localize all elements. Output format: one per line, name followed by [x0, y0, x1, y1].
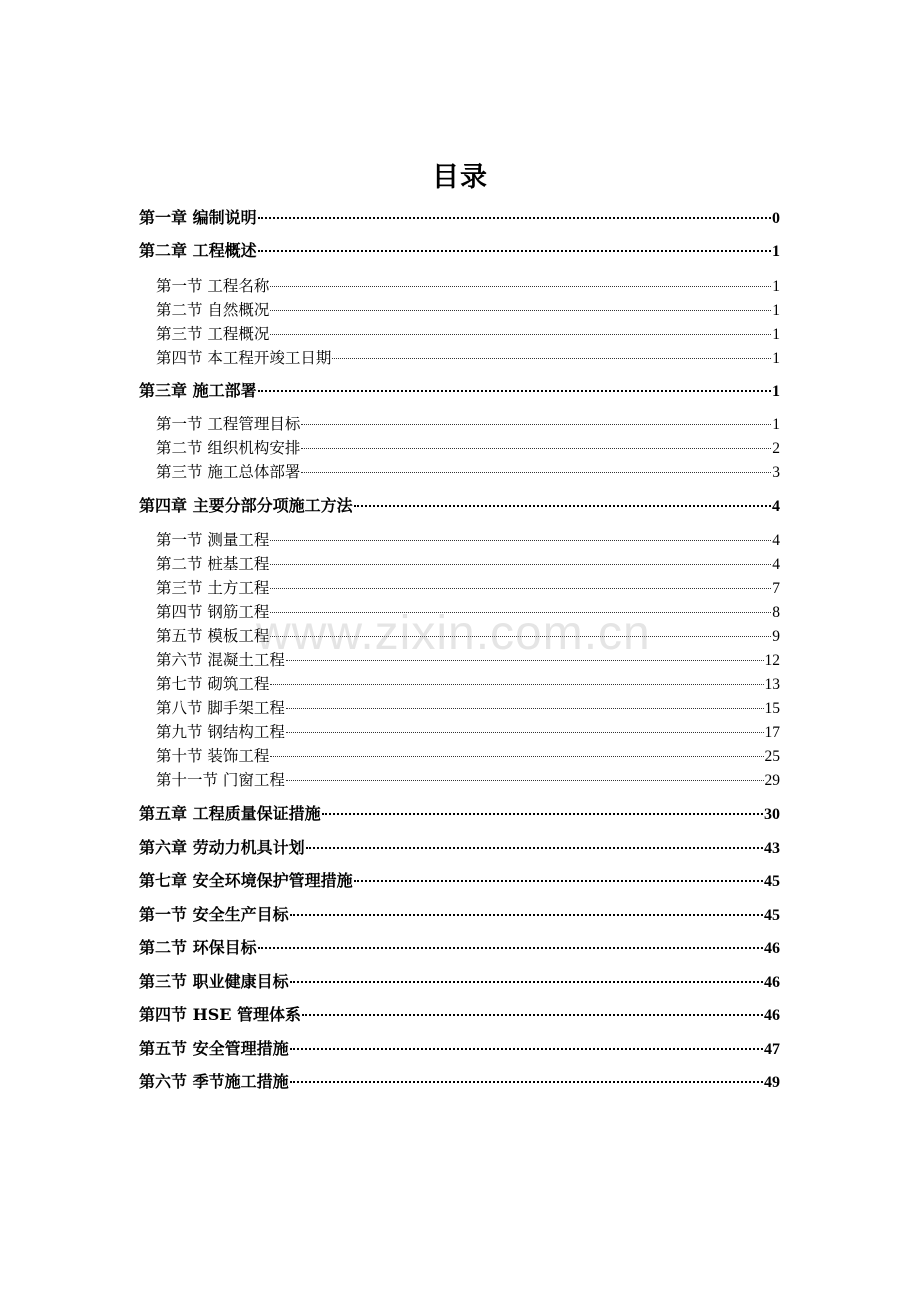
toc-chapter-entry[interactable]	[139, 496, 780, 517]
toc-section-entry[interactable]	[156, 578, 780, 599]
dot-leader	[354, 505, 771, 507]
toc-entry-label: 第一节 工程管理目标	[156, 415, 301, 433]
dot-leader	[270, 564, 771, 565]
dot-leader	[270, 756, 763, 757]
toc-section-entry[interactable]	[156, 698, 780, 719]
toc-entry-label: 第六节 季节施工措施	[139, 1072, 289, 1091]
toc-entry-label: 第六节 混凝土工程	[156, 651, 285, 669]
toc-entry-label: 第一节 测量工程	[156, 531, 270, 549]
dot-leader	[270, 612, 771, 613]
dot-leader	[270, 310, 771, 311]
toc-page-number: 4	[772, 556, 780, 573]
dot-leader	[290, 1048, 763, 1050]
toc-section-entry[interactable]	[156, 276, 780, 297]
toc-page-number: 46	[764, 940, 780, 957]
dot-leader	[302, 1014, 763, 1016]
toc-chapter-entry[interactable]	[139, 804, 780, 825]
toc-page-number: 47	[764, 1041, 780, 1058]
dot-leader	[286, 660, 764, 661]
toc-section-entry[interactable]	[156, 324, 780, 345]
toc-page-number: 0	[772, 210, 780, 227]
toc-entry-label: 第三章 施工部署	[139, 381, 257, 400]
toc-entry-label: 第五章 工程质量保证措施	[139, 804, 321, 823]
dot-leader	[270, 540, 771, 541]
toc-page-number: 1	[772, 383, 780, 400]
toc-entry-label: 第二节 自然概况	[156, 301, 270, 319]
toc-page-number: 17	[764, 724, 780, 741]
dot-leader	[301, 424, 771, 425]
toc-entry-label: 第四节 本工程开竣工日期	[156, 349, 332, 367]
toc-section-entry[interactable]	[156, 530, 780, 551]
toc-entry-label: 第七节 砌筑工程	[156, 675, 270, 693]
toc-page-number: 29	[764, 772, 780, 789]
toc-page-number: 3	[772, 464, 780, 481]
page-title: 目录	[432, 162, 488, 193]
toc-entry-label: 第二节 环保目标	[139, 938, 257, 957]
toc-section-entry[interactable]	[156, 348, 780, 369]
toc-page-number: 9	[772, 628, 780, 645]
toc-page-number: 46	[764, 1007, 780, 1024]
dot-leader	[258, 250, 771, 252]
toc-section-entry[interactable]	[156, 554, 780, 575]
toc-page-number: 8	[772, 604, 780, 621]
dot-leader	[258, 947, 763, 949]
toc-entry-label: 第八节 脚手架工程	[156, 699, 285, 717]
toc-page-number: 1	[772, 416, 780, 433]
toc-entry-label: 第二章 工程概述	[139, 241, 257, 260]
toc-page-number: 45	[764, 907, 780, 924]
toc-page-number: 49	[764, 1074, 780, 1091]
dot-leader	[322, 813, 763, 815]
toc-entry-label: 第三节 施工总体部署	[156, 463, 301, 481]
toc-page-number: 4	[772, 532, 780, 549]
toc-section-entry[interactable]	[156, 300, 780, 321]
toc-page-number: 46	[764, 974, 780, 991]
toc-section-entry[interactable]	[156, 770, 780, 791]
toc-page-number: 25	[764, 748, 780, 765]
toc-section-entry[interactable]	[156, 438, 780, 459]
toc-entry-label: 第三节 土方工程	[156, 579, 270, 597]
toc-page-number: 1	[772, 350, 780, 367]
toc-chapter-entry[interactable]	[139, 838, 780, 859]
toc-section-entry[interactable]	[156, 462, 780, 483]
toc-chapter-entry[interactable]	[139, 208, 780, 229]
toc-entry-label: 第三节 职业健康目标	[139, 972, 289, 991]
toc-entry-label: 第十节 装饰工程	[156, 747, 270, 765]
toc-page-number: 12	[764, 652, 780, 669]
toc-chapter-entry[interactable]	[139, 1072, 780, 1093]
dot-leader	[258, 217, 771, 219]
toc-page-number: 1	[772, 302, 780, 319]
toc-entry-label: 第一节 安全生产目标	[139, 905, 289, 924]
toc-page-number: 13	[764, 676, 780, 693]
toc-entry-label: 第十一节 门窗工程	[156, 771, 285, 789]
toc-entry-label: 第一章 编制说明	[139, 208, 257, 227]
dot-leader	[301, 448, 771, 449]
toc-entry-label: 第四节 钢筋工程	[156, 603, 270, 621]
toc-entry-label: 第六章 劳动力机具计划	[139, 838, 305, 857]
toc-entry-label: 第四节 HSE 管理体系	[139, 1005, 302, 1024]
toc-chapter-entry[interactable]	[139, 241, 780, 262]
toc-section-entry[interactable]	[156, 746, 780, 767]
toc-page-number: 4	[772, 498, 780, 515]
toc-section-entry[interactable]	[156, 674, 780, 695]
toc-chapter-entry[interactable]	[139, 1005, 780, 1026]
toc-page-number: 30	[764, 806, 780, 823]
toc-section-entry[interactable]	[156, 414, 780, 435]
toc-entry-label: 第二节 桩基工程	[156, 555, 270, 573]
dot-leader	[258, 390, 771, 392]
toc-entry-label: 第四章 主要分部分项施工方法	[139, 496, 353, 515]
toc-section-entry[interactable]	[156, 626, 780, 647]
toc-entry-label: 第三节 工程概况	[156, 325, 270, 343]
toc-entry-label: 第一节 工程名称	[156, 277, 270, 295]
toc-page-number: 1	[772, 278, 780, 295]
watermark: www.zixin.com.cn	[256, 607, 651, 660]
dot-leader	[290, 914, 763, 916]
toc-page-number: 15	[764, 700, 780, 717]
toc-entry-label: 第二节 组织机构安排	[156, 439, 301, 457]
toc-page-number: 1	[772, 243, 780, 260]
toc-page-number: 1	[772, 326, 780, 343]
dot-leader	[354, 880, 763, 882]
toc-chapter-entry[interactable]	[139, 905, 780, 926]
toc-section-entry[interactable]	[156, 650, 780, 671]
toc-entry-label: 第九节 钢结构工程	[156, 723, 285, 741]
dot-leader	[301, 472, 771, 473]
toc-chapter-entry[interactable]	[139, 938, 780, 959]
dot-leader	[290, 1081, 763, 1083]
dot-leader	[306, 847, 763, 849]
dot-leader	[270, 334, 771, 335]
toc-section-entry[interactable]	[156, 722, 780, 743]
toc-chapter-entry[interactable]	[139, 1039, 780, 1060]
toc-chapter-entry[interactable]	[139, 381, 780, 402]
toc-chapter-entry[interactable]	[139, 972, 780, 993]
toc-page-number: 45	[764, 873, 780, 890]
toc-entry-label: 第五节 模板工程	[156, 627, 270, 645]
dot-leader	[286, 780, 764, 781]
toc-entry-label: 第五节 安全管理措施	[139, 1039, 289, 1058]
toc-page-number: 7	[772, 580, 780, 597]
dot-leader	[270, 588, 771, 589]
dot-leader	[332, 358, 771, 359]
dot-leader	[286, 732, 764, 733]
toc-section-entry[interactable]	[156, 602, 780, 623]
toc-chapter-entry[interactable]	[139, 871, 780, 892]
toc-page-number: 43	[764, 840, 780, 857]
dot-leader	[290, 981, 763, 983]
dot-leader	[270, 684, 763, 685]
dot-leader	[286, 708, 764, 709]
toc-entry-label: 第七章 安全环境保护管理措施	[139, 871, 353, 890]
toc-page-number: 2	[772, 440, 780, 457]
dot-leader	[270, 286, 771, 287]
dot-leader	[270, 636, 771, 637]
